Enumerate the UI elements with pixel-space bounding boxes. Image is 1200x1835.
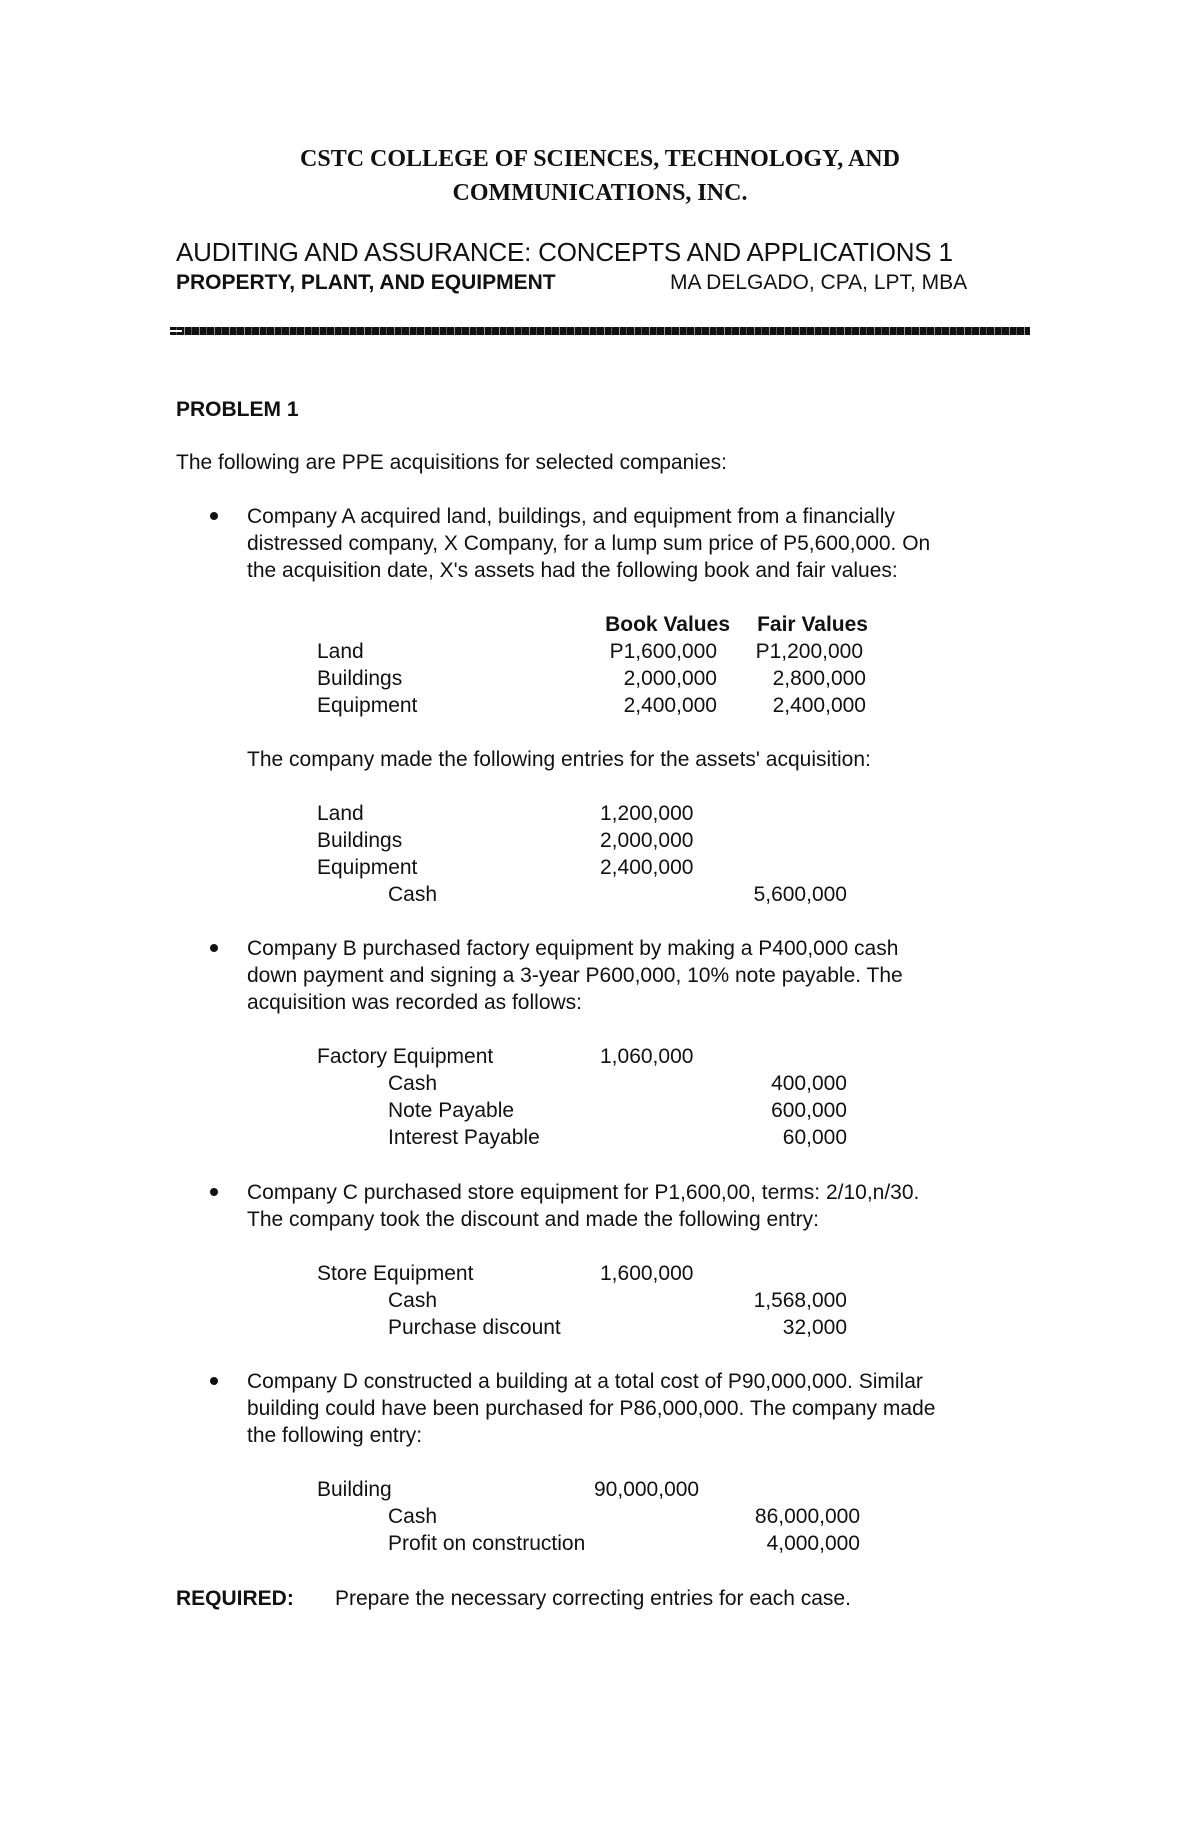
table-row-label: Buildings <box>317 667 403 690</box>
table-row-fair: 2,800,000 <box>772 667 866 690</box>
table-row-book: P1,600,000 <box>609 640 717 663</box>
entry-account: Cash <box>388 883 438 906</box>
entry-account: Cash <box>388 1072 438 1095</box>
company-d-line: building could have been purchased for P86,000,000. The company made <box>247 1397 936 1420</box>
entry-credit: 60,000 <box>782 1126 847 1149</box>
entry-account: Store Equipment <box>317 1262 474 1285</box>
entry-credit: 5,600,000 <box>753 883 847 906</box>
table-header-book: Book Values <box>605 613 730 636</box>
table-row-book: 2,400,000 <box>623 694 717 717</box>
entry-credit: 400,000 <box>771 1072 847 1095</box>
company-c-line: Company C purchased store equipment for P1,600,00, terms: 2/10,n/30. <box>247 1181 920 1204</box>
school-name-line1: CSTC COLLEGE OF SCIENCES, TECHNOLOGY, AND <box>300 146 900 172</box>
entry-account: Land <box>317 802 364 825</box>
problem-intro: The following are PPE acquisitions for selected companies: <box>176 451 727 474</box>
entry-intro: The company made the following entries for the assets' acquisition: <box>247 748 871 771</box>
entry-credit: 600,000 <box>771 1099 847 1122</box>
entry-account: Cash <box>388 1289 438 1312</box>
school-name-line2: COMMUNICATIONS, INC. <box>452 180 748 206</box>
bullet-icon <box>210 944 218 952</box>
entry-debit: 90,000,000 <box>594 1478 700 1501</box>
company-b-line: acquisition was recorded as follows: <box>247 991 582 1014</box>
entry-credit: 32,000 <box>782 1316 847 1339</box>
entry-credit: 4,000,000 <box>766 1532 860 1555</box>
table-row-book: 2,000,000 <box>623 667 717 690</box>
company-b-line: Company B purchased factory equipment by making a P400,000 cash <box>247 937 899 960</box>
company-d-line: Company D constructed a building at a total cost of P90,000,000. Similar <box>247 1370 923 1393</box>
entry-debit: 1,600,000 <box>600 1262 694 1285</box>
course-title: AUDITING AND ASSURANCE: CONCEPTS AND APPLICATIONS 1 <box>176 237 953 267</box>
entry-account: Cash <box>388 1505 438 1528</box>
bullet-icon <box>210 1188 218 1196</box>
entry-account: Interest Payable <box>388 1126 540 1149</box>
company-b-line: down payment and signing a 3-year P600,000, 10% note payable. The <box>247 964 903 987</box>
entry-account: Building <box>317 1478 392 1501</box>
company-c-line: The company took the discount and made the following entry: <box>247 1208 820 1231</box>
topic-title: PROPERTY, PLANT, AND EQUIPMENT <box>176 271 556 294</box>
entry-account: Buildings <box>317 829 403 852</box>
problem-title: PROBLEM 1 <box>176 398 299 421</box>
table-row-fair: P1,200,000 <box>755 640 863 663</box>
required-label: REQUIRED: <box>176 1587 294 1610</box>
entry-debit: 2,000,000 <box>600 829 694 852</box>
table-header-fair: Fair Values <box>757 613 868 636</box>
entry-debit: 2,400,000 <box>600 856 694 879</box>
entry-credit: 86,000,000 <box>754 1505 860 1528</box>
bullet-icon <box>210 512 218 520</box>
bullet-icon <box>210 1377 218 1385</box>
entry-account: Equipment <box>317 856 418 879</box>
entry-debit: 1,200,000 <box>600 802 694 825</box>
entry-credit: 1,568,000 <box>753 1289 847 1312</box>
table-row-label: Equipment <box>317 694 418 717</box>
entry-account: Factory Equipment <box>317 1045 494 1068</box>
required-text: Prepare the necessary correcting entries for each case. <box>335 1587 851 1610</box>
entry-account: Purchase discount <box>388 1316 561 1339</box>
table-row-label: Land <box>317 640 364 663</box>
table-row-fair: 2,400,000 <box>772 694 866 717</box>
entry-debit: 1,060,000 <box>600 1045 694 1068</box>
company-a-line: Company A acquired land, buildings, and equipment from a financially <box>247 505 895 528</box>
company-a-line: distressed company, X Company, for a lump sum price of P5,600,000. On <box>247 532 931 555</box>
company-a-line: the acquisition date, X's assets had the following book and fair values: <box>247 559 898 582</box>
entry-account: Profit on construction <box>388 1532 586 1555</box>
entry-account: Note Payable <box>388 1099 515 1122</box>
author-name: MA DELGADO, CPA, LPT, MBA <box>670 271 968 294</box>
header-divider <box>170 327 1030 335</box>
company-d-line: the following entry: <box>247 1424 423 1447</box>
